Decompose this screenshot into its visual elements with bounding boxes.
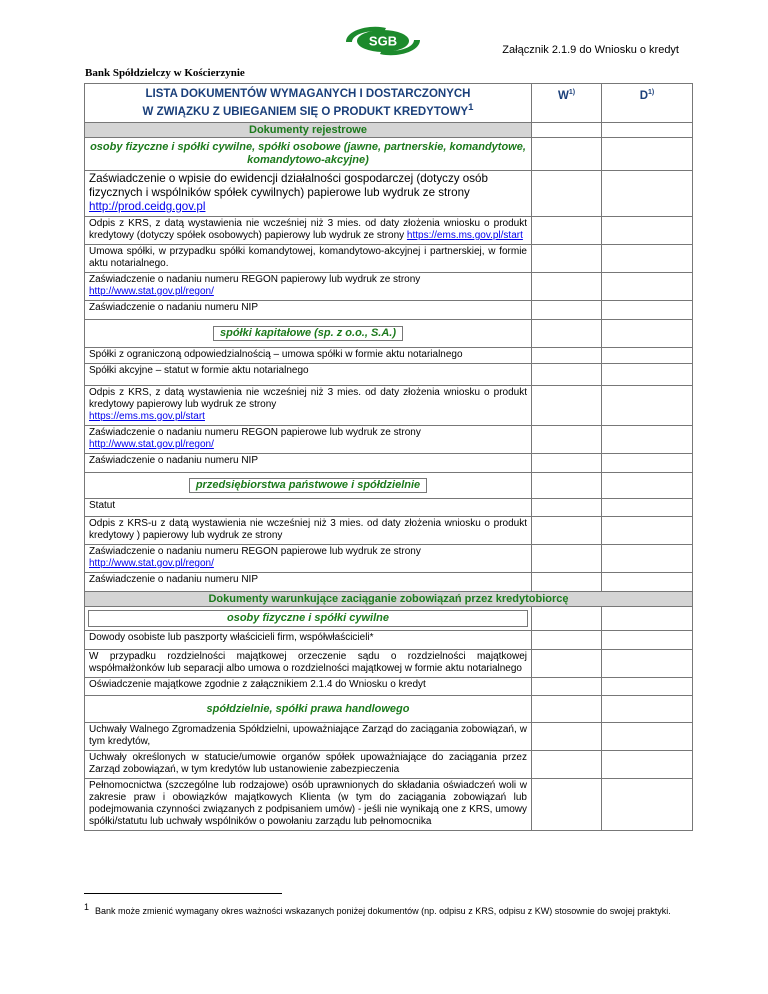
regon-link[interactable]: http://www.stat.gov.pl/regon/ [89, 557, 214, 569]
checkbox-cell[interactable] [602, 216, 693, 244]
checkbox-cell[interactable] [532, 122, 602, 137]
checkbox-cell[interactable] [532, 750, 602, 778]
checkbox-cell[interactable] [602, 572, 693, 591]
title-footnote-mark: 1 [468, 102, 474, 113]
footnote-divider [84, 893, 282, 894]
table-header-row [85, 84, 693, 123]
section-obligation-docs: Dokumenty warunkujące zaciąganie zobowiązań przez kredytobiorcę [85, 591, 693, 606]
checkbox-cell[interactable] [532, 453, 602, 472]
checkbox-cell[interactable] [532, 630, 602, 649]
checkbox-cell[interactable] [602, 722, 693, 750]
section-registration-docs: Dokumenty rejestrowe [85, 122, 532, 137]
document-row: Zaświadczenie o nadaniu numeru NIP [85, 453, 532, 472]
checkbox-cell[interactable] [602, 778, 693, 830]
checkbox-cell[interactable] [602, 137, 693, 170]
checkbox-cell[interactable] [532, 572, 602, 591]
checkbox-cell[interactable] [602, 385, 693, 425]
document-row: Odpis z KRS-u z datą wystawienia nie wcześniej niż 3 mies. od daty złożenia wniosku o produkt kredytowy ) papierowy lub wydruk ze strony [85, 516, 532, 544]
checkbox-cell[interactable] [532, 170, 602, 216]
checkbox-cell[interactable] [602, 606, 693, 630]
regon-link[interactable]: http://www.stat.gov.pl/regon/ [89, 438, 214, 450]
document-row: Zaświadczenie o nadaniu numeru NIP [85, 300, 532, 319]
document-row: Spółki z ograniczoną odpowiedzialnością – umowa spółki w formie aktu notarialnego [85, 347, 532, 363]
title-line1: LISTA DOKUMENTÓW WYMAGANYCH I DOSTARCZONYCH [145, 88, 471, 100]
document-row: W przypadku rozdzielności majątkowej orzeczenie sądu o rozdzielności majątkowej współmałżonków lub separacji albo umowa o rozdzielności majątkowej w formie aktu notarialnego [85, 649, 532, 677]
checkbox-cell[interactable] [532, 544, 602, 572]
checkbox-cell[interactable] [602, 170, 693, 216]
subsection-capital-companies: spółki kapitałowe (sp. z o.o., S.A.) [85, 319, 532, 347]
sgb-logo [340, 24, 426, 58]
document-row: Spółki akcyjne – statut w formie aktu notarialnego [85, 363, 532, 385]
checkbox-cell[interactable] [602, 347, 693, 363]
footnote-mark: 1 [84, 902, 90, 912]
subsection-natural-persons: osoby fizyczne i spółki cywilne, spółki osobowe (jawne, partnerskie, komandytowe, komandytowo-akcyjne) [85, 137, 532, 170]
ems-link[interactable]: https://ems.ms.gov.pl/start [89, 410, 205, 422]
checkbox-cell[interactable] [602, 300, 693, 319]
document-row: Zaświadczenie o nadaniu numeru NIP [85, 572, 532, 591]
document-row: Zaświadczenie o nadaniu numeru REGON papierowe lub wydruk ze strony http://www.stat.gov.pl/regon/ [85, 544, 532, 572]
checkbox-cell[interactable] [602, 363, 693, 385]
document-row: Uchwały Walnego Zgromadzenia Spółdzielni, upoważniające Zarząd do zaciągania zobowiązań, w tym kredytów, [85, 722, 532, 750]
checkbox-cell[interactable] [602, 425, 693, 453]
checkbox-cell[interactable] [532, 649, 602, 677]
checkbox-cell[interactable] [602, 649, 693, 677]
checkbox-cell[interactable] [532, 137, 602, 170]
logo-text: SGB [368, 33, 398, 49]
checkbox-cell[interactable] [532, 244, 602, 272]
checkbox-cell[interactable] [532, 498, 602, 516]
checkbox-cell[interactable] [602, 498, 693, 516]
checkbox-cell[interactable] [602, 516, 693, 544]
checkbox-cell[interactable] [532, 516, 602, 544]
checkbox-cell[interactable] [602, 453, 693, 472]
checkbox-cell[interactable] [532, 272, 602, 300]
title-line2: W ZWIĄZKU Z UBIEGANIEM SIĘ O PRODUKT KREDYTOWY [142, 105, 469, 118]
checkbox-cell[interactable] [602, 677, 693, 695]
checkbox-cell[interactable] [532, 695, 602, 722]
ems-link[interactable]: https://ems.ms.gov.pl/start [406, 229, 523, 241]
table-title [85, 84, 532, 123]
subsection-persons-partnerships: osoby fizyczne i spółki cywilne [85, 606, 532, 630]
checkbox-cell[interactable] [602, 244, 693, 272]
checkbox-cell[interactable] [532, 300, 602, 319]
checkbox-cell[interactable] [532, 216, 602, 244]
document-row: Statut [85, 498, 532, 516]
document-row: Oświadczenie majątkowe zgodnie z załącznikiem 2.1.4 do Wniosku o kredyt [85, 677, 532, 695]
document-row: Uchwały określonych w statucie/umowie organów spółek upoważniające do zaciągania przez Zarząd zobowiązań, w tym kredytów lub ustanowienie zabezpieczenia [85, 750, 532, 778]
document-row: Zaświadczenie o nadaniu numeru REGON papierowe lub wydruk ze strony http://www.stat.gov.pl/regon/ [85, 425, 532, 453]
document-row: Dowody osobiste lub paszporty właścicieli firm, współwłaścicieli* [85, 630, 532, 649]
checkbox-cell[interactable] [532, 425, 602, 453]
subsection-state-enterprises: przedsiębiorstwa państwowe i spółdzielnie [85, 472, 532, 498]
footnote-text: Bank może zmienić wymagany okres ważności wskazanych poniżej dokumentów (np. odpisu z KRS, odpisu z KW) stosownie do swojej praktyki. [95, 906, 671, 916]
checkbox-cell[interactable] [602, 472, 693, 498]
checkbox-cell[interactable] [532, 363, 602, 385]
checkbox-cell[interactable] [532, 677, 602, 695]
document-row: Umowa spółki, w przypadku spółki komandytowej, komandytowo-akcyjnej i partnerskiej, w formie aktu notarialnego. [85, 244, 532, 272]
checkbox-cell[interactable] [532, 722, 602, 750]
checkbox-cell[interactable] [602, 319, 693, 347]
bank-name: Bank Spółdzielczy w Kościerzynie [85, 67, 245, 79]
checkbox-cell[interactable] [602, 695, 693, 722]
document-row: Odpis z KRS, z datą wystawienia nie wcześniej niż 3 mies. od daty złożenia wniosku o produkt kredytowy papierowy lub wydruk ze strony https://ems.ms.gov.pl/start [85, 385, 532, 425]
checkbox-cell[interactable] [602, 750, 693, 778]
checkbox-cell[interactable] [602, 272, 693, 300]
column-d-header: $D^{1)}$ [602, 84, 693, 123]
footnote [84, 901, 684, 918]
document-row: Zaświadczenie o wpisie do ewidencji działalności gospodarczej (dotyczy osób fizycznych i wspólników spółek cywilnych) papierowe lub wydruk ze strony http://prod.ceidg.gov.pl [85, 170, 532, 216]
subsection-cooperatives-companies: spółdzielnie, spółki prawa handlowego [85, 695, 532, 722]
checkbox-cell[interactable] [532, 778, 602, 830]
checkbox-cell[interactable] [532, 319, 602, 347]
checkbox-cell[interactable] [532, 472, 602, 498]
checkbox-cell[interactable] [532, 385, 602, 425]
checkbox-cell[interactable] [532, 606, 602, 630]
ceidg-link[interactable]: http://prod.ceidg.gov.pl [89, 199, 206, 213]
document-row: Zaświadczenie o nadaniu numeru REGON papierowy lub wydruk ze strony http://www.stat.gov.pl/regon/ [85, 272, 532, 300]
regon-link[interactable]: http://www.stat.gov.pl/regon/ [89, 285, 214, 297]
documents-table [84, 83, 693, 831]
document-row: Odpis z KRS, z datą wystawienia nie wcześniej niż 3 mies. od daty złożenia wniosku o produkt kredytowy (dotyczy spółek osobowych) papierowy lub wydruk ze strony https://ems.ms.gov.pl/start [85, 216, 532, 244]
checkbox-cell[interactable] [602, 544, 693, 572]
checkbox-cell[interactable] [532, 347, 602, 363]
checkbox-cell[interactable] [602, 122, 693, 137]
column-w-header: $W^{1)}$ [532, 84, 602, 123]
annex-label: Załącznik 2.1.9 do Wniosku o kredyt [502, 44, 679, 56]
document-row: Pełnomocnictwa (szczególne lub rodzajowe) osób uprawnionych do składania oświadczeń woli w zakresie praw i obowiązków majątkowych Klienta (w tym do zaciągania zobowiązań lub podejmowania czynności związanych z podpisaniem umów) - jeśli nie wynikają one z KRS, umowy spółki/statutu lub uchwały wspólników o powołaniu zarządu lub pełnomocnika [85, 778, 532, 830]
checkbox-cell[interactable] [602, 630, 693, 649]
